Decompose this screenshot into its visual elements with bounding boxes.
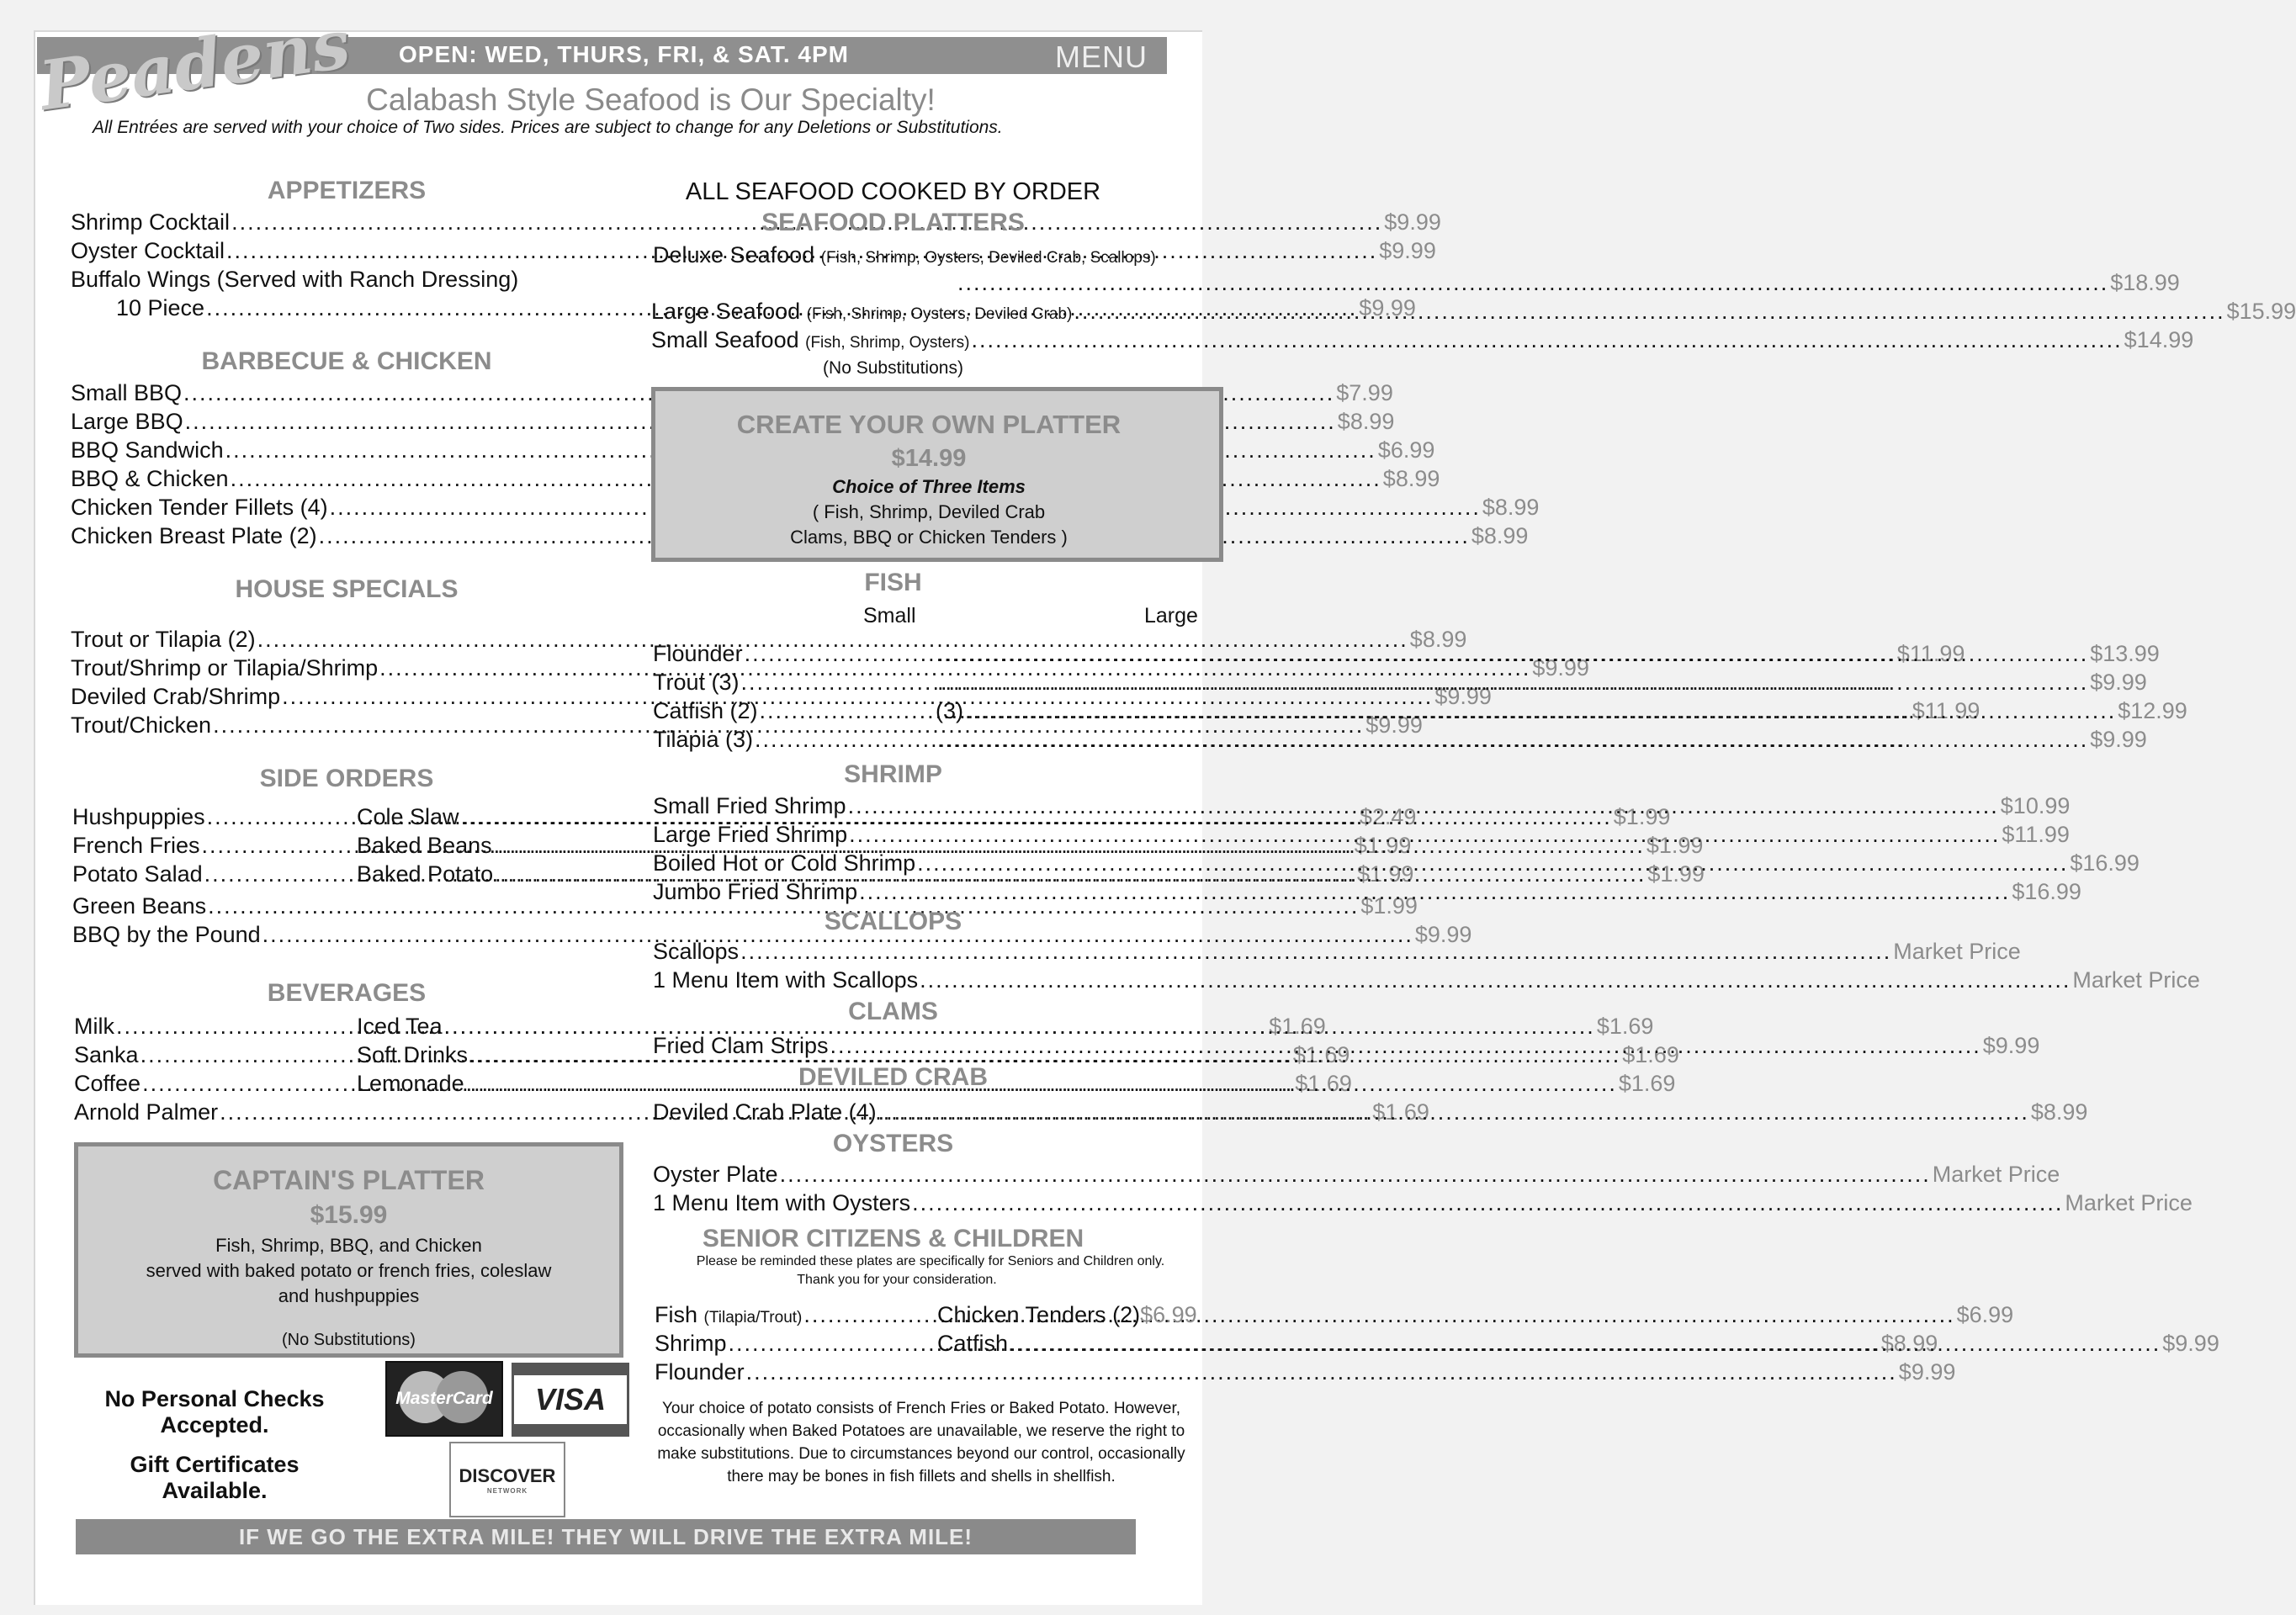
captains-platter-line: Fish, Shrimp, BBQ, and Chicken: [215, 1235, 482, 1256]
menu-item: Deviled Crab/Shrimp ..... $9.99: [71, 684, 623, 710]
small-column-label: Small: [863, 604, 916, 627]
menu-item: Jumbo Fried Shrimp ..... $16.99: [653, 879, 1208, 905]
senior-note: Please be reminded these plates are specifically for Seniors and Children only.: [696, 1254, 1165, 1268]
menu-item: Boiled Hot or Cold Shrimp ..... $16.99: [653, 850, 1208, 876]
cooked-by-order: ALL SEAFOOD COOKED BY ORDER: [685, 178, 1101, 205]
beverage-item: Coffee ..... $1.69: [74, 1071, 340, 1097]
menu-item: Small BBQ ..... $7.99: [71, 380, 623, 406]
senior-item: Chicken Tenders (2) $6.99: [937, 1302, 1197, 1327]
fish-large-item: (3) ..... $12.99: [936, 698, 1208, 724]
menu-item: Deviled Crab Plate (4) ..... $8.99: [653, 1099, 1208, 1125]
create-platter-line: Choice of Three Items: [832, 476, 1026, 497]
menu-item: Oyster Cocktail ..... $9.99: [71, 238, 623, 264]
senior-item: Fish (Tilapia/Trout) ..... $6.99: [655, 1302, 922, 1328]
captains-platter-line: and hushpuppies: [278, 1285, 420, 1306]
menu-item: Trout or Tilapia (2) ..... $8.99: [71, 627, 623, 653]
fish-title: FISH: [864, 569, 922, 596]
menu-item: 1 Menu Item with Scallops ..... Market Price: [653, 967, 1208, 993]
deluxe-seafood: Deluxe Seafood (Fish, Shrimp, Oysters, Deviled Crab, Scallops): [653, 242, 1156, 267]
footer-slogan: IF WE GO THE EXTRA MILE! THEY WILL DRIVE THE EXTRA MILE!: [76, 1519, 1136, 1554]
side-item: Green Beans ..... $1.99: [72, 893, 623, 919]
beverage-item: Soft Drinks ..... $1.69: [357, 1042, 623, 1068]
fish-small-item: Flounder ..... $11.99: [653, 641, 920, 667]
side-item: Baked Beans ..... $1.99: [357, 833, 623, 859]
clams-title: CLAMS: [848, 998, 938, 1025]
menu-item: Trout/Shrimp or Tilapia/Shrimp ..... $9.99: [71, 655, 623, 681]
wings-label: Buffalo Wings (Served with Ranch Dressing): [71, 267, 519, 292]
senior-thanks: Thank you for your consideration.: [797, 1273, 997, 1287]
shrimp-title: SHRIMP: [844, 760, 942, 788]
fish-large-item: ..... $9.99: [936, 670, 1208, 696]
seafood-platters-title: SEAFOOD PLATTERS: [761, 209, 1025, 236]
beverage-item: Iced Tea ..... $1.69: [357, 1014, 623, 1040]
captains-platter-line: served with baked potato or french fries, coleslaw: [146, 1260, 552, 1281]
menu-item: Trout/Chicken ..... $9.99: [71, 712, 623, 739]
gift-certificates-note: Gift Certificates Available.: [130, 1452, 300, 1503]
create-your-own-platter-box: [651, 387, 1223, 562]
side-orders-title: SIDE ORDERS: [259, 765, 434, 792]
menu-item: Scallops ..... Market Price: [653, 939, 1208, 965]
side-item: French Fries ..... $1.99: [72, 833, 340, 859]
deviled-crab-title: DEVILED CRAB: [798, 1063, 988, 1091]
side-item: Cole Slaw ..... $1.99: [357, 804, 623, 830]
captains-platter-title: CAPTAIN'S PLATTER: [213, 1165, 485, 1195]
captains-platter-box: [74, 1142, 623, 1358]
menu-item: Small Seafood (Fish, Shrimp, Oysters) ..... $14.99: [651, 327, 1208, 353]
entree-note: All Entrées are served with your choice of Two sides. Prices are subject to change for any Deletions or Substitutions.: [93, 118, 1003, 137]
side-item: Baked Potato ..... $1.99: [357, 861, 623, 887]
side-item: BBQ by the Pound ..... $9.99: [72, 922, 623, 948]
discover-logo: DISCOVER NETWORK: [449, 1442, 565, 1517]
menu-item: Shrimp Cocktail ..... $9.99: [71, 209, 623, 236]
visa-logo: VISA: [512, 1363, 629, 1437]
create-platter-price: $14.99: [891, 445, 967, 472]
fish-small-item: Tilapia (3) .....: [653, 727, 920, 753]
menu-item: Large Fried Shrimp ..... $11.99: [653, 822, 1208, 848]
menu-item: Chicken Tender Fillets (4) ..... $8.99: [71, 495, 623, 521]
house-specials-title: HOUSE SPECIALS: [235, 575, 459, 603]
no-substitutions-note: (No Substitutions): [282, 1331, 416, 1349]
side-item: Potato Salad ..... $1.99: [72, 861, 340, 887]
captains-platter-price: $15.99: [310, 1201, 388, 1229]
senior-item: Shrimp ..... $8.99: [655, 1331, 922, 1357]
create-platter-line: Clams, BBQ or Chicken Tenders ): [790, 527, 1068, 548]
beverages-title: BEVERAGES: [267, 979, 427, 1007]
senior-item: Flounder ..... $9.99: [655, 1359, 922, 1385]
menu-item: Oyster Plate ..... Market Price: [653, 1162, 1208, 1188]
menu-item: BBQ & Chicken ..... $8.99: [71, 466, 623, 492]
fish-large-item: ..... $9.99: [936, 727, 1208, 753]
senior-children-title: SENIOR CITIZENS & CHILDREN: [702, 1225, 1084, 1252]
fish-small-item: Trout (3) .....: [653, 670, 920, 696]
potato-note: Your choice of potato consists of French Fries or Baked Potato. However, occasionally when Baked Potatoes are unavailable, we reserve the right to make substitutions. Due to circumstances beyond our control, occasionally there may be bones in fish fillets and shells in shellfish.: [657, 1400, 1185, 1485]
menu-item: BBQ Sandwich ..... $6.99: [71, 437, 623, 463]
appetizers-title: APPETIZERS: [267, 177, 427, 204]
senior-item: Catfish ..... $9.99: [937, 1331, 1208, 1357]
create-platter-line: ( Fish, Shrimp, Deviled Crab: [812, 501, 1046, 522]
create-platter-title: CREATE YOUR OWN PLATTER: [736, 410, 1121, 439]
menu-item: 10 Piece ..... $9.99: [116, 295, 623, 321]
menu-label: MENU: [1055, 40, 1148, 74]
menu-item: 1 Menu Item with Oysters ..... Market Price: [653, 1190, 1208, 1216]
no-checks-note: No Personal Checks Accepted.: [104, 1386, 325, 1438]
side-item: Hushpuppies ..... $2.49: [72, 804, 340, 830]
menu-item: Fried Clam Strips ..... $9.99: [653, 1033, 1208, 1059]
restaurant-logo: Peadens: [34, 3, 355, 126]
bbq-title: BARBECUE & CHICKEN: [201, 347, 492, 375]
opening-hours: OPEN: WED, THURS, FRI, & SAT. 4PM: [399, 41, 849, 67]
platter-no-substitutions: (No Substitutions): [823, 358, 963, 378]
tagline: Calabash Style Seafood is Our Specialty!: [366, 82, 936, 117]
beverage-item: Sanka ..... $1.69: [74, 1042, 340, 1068]
oysters-title: OYSTERS: [832, 1130, 954, 1157]
fish-small-item: Catfish (2) ..... $11.99: [653, 698, 920, 724]
beverage-item: Arnold Palmer ..... $1.69: [74, 1099, 623, 1125]
beverage-item: Milk ..... $1.69: [74, 1014, 340, 1040]
menu-item: Large Seafood (Fish, Shrimp, Oysters, Deviled Crab) ..... $15.99: [651, 299, 1208, 325]
menu-item: Chicken Breast Plate (2) ..... $8.99: [71, 523, 623, 549]
large-column-label: Large: [1144, 604, 1198, 627]
beverage-item: Lemonade ..... $1.69: [357, 1071, 623, 1097]
menu-item: Large BBQ ..... $8.99: [71, 409, 623, 435]
menu-item: Small Fried Shrimp ..... $10.99: [653, 793, 1208, 819]
mastercard-logo: MasterCard: [385, 1361, 503, 1437]
deluxe-seafood-price: ..... $18.99: [956, 270, 1208, 296]
scallops-title: SCALLOPS: [824, 908, 962, 935]
fish-large-item: ..... $13.99: [936, 641, 1208, 667]
